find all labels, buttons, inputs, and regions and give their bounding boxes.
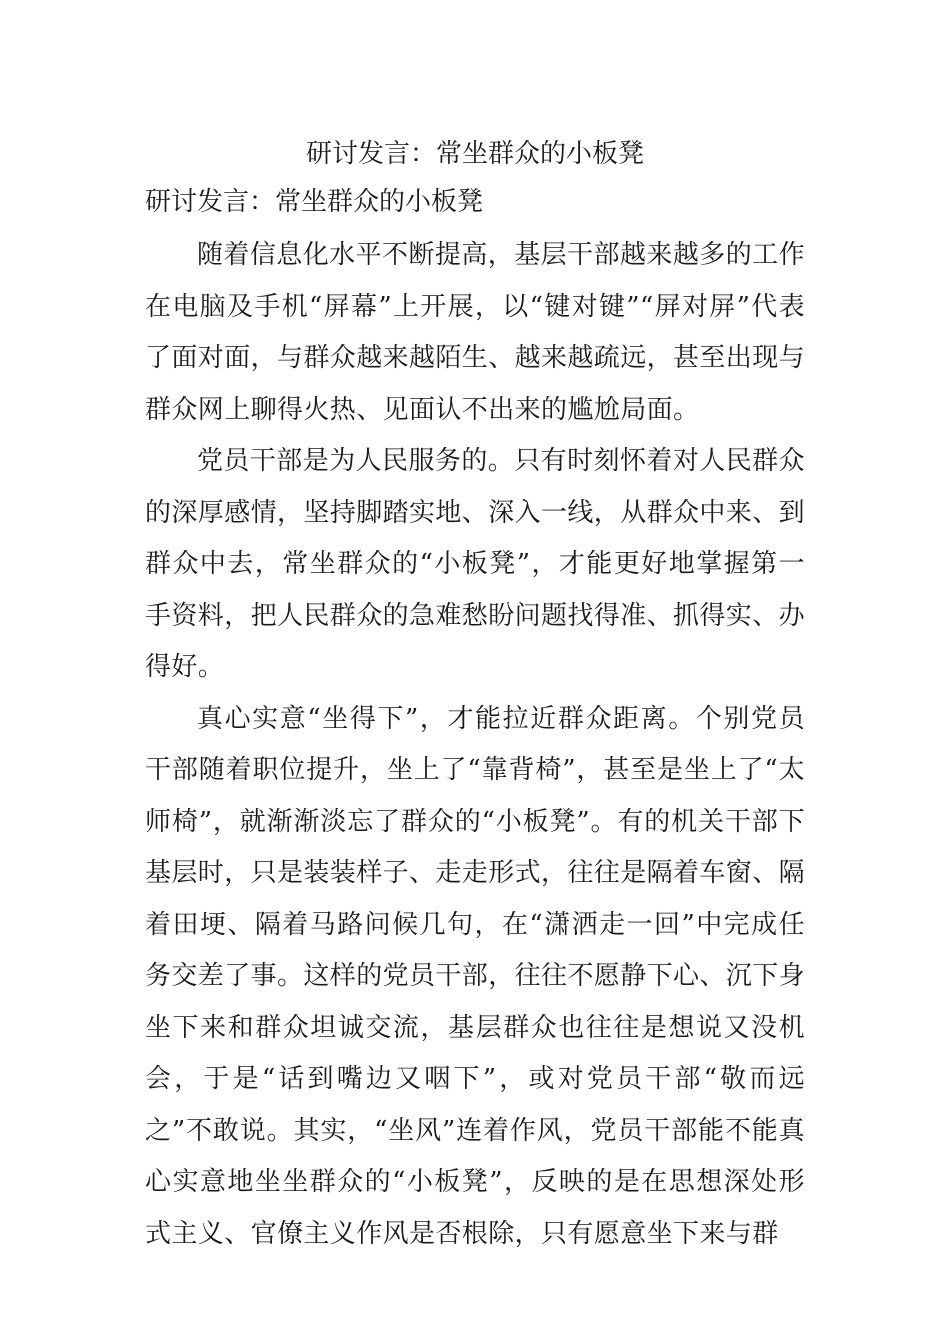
paragraph-2: 党员干部是为人民服务的。只有时刻怀着对人民群众的深厚感情，坚持脚踏实地、深入一线，从群众中来、到群众中去，常坐群众的“小板凳”，才能更好地掌握第一手资料，把人民群众的急难愁盼问题找得准、抓得实、办得好。 xyxy=(145,446,806,682)
paragraph-1: 随着信息化水平不断提高，基层干部越来越多的工作在电脑及手机“屏幕”上开展，以“键对键”“屏对屏”代表了面对面，与群众越来越陌生、越来越疏远，甚至出现与群众网上聊得火热、见面认不出来的尴尬局面。 xyxy=(145,240,806,425)
document-body xyxy=(145,230,805,1260)
paragraph-3: 真心实意“坐得下”，才能拉近群众距离。个别党员干部随着职位提升，坐上了“靠背椅”，甚至是坐上了“太师椅”，就渐渐淡忘了群众的“小板凳”。有的机关干部下基层时，只是装装样子、走走形式，往往是隔着车窗、隔着田埂、隔着马路问候几句，在“潇洒走一回”中完成任务交差了事。这样的党员干部，往往不愿静下心、沉下身坐下来和群众坦诚交流，基层群众也往往是想说又没机会，于是“话到嘴边又咽下”，或对党员干部“敬而远之”不敢说。其实，“坐风”连着作风，党员干部能不能真心实意地坐坐群众的“小板凳”，反映的是在思想深处形式主义、官僚主义作风是否根除，只有愿意坐下来与群 xyxy=(145,703,806,1249)
document-title: 研讨发言：常坐群众的小板凳 xyxy=(305,139,644,169)
document-subtitle: 研讨发言：常坐群众的小板凳 xyxy=(145,187,484,217)
